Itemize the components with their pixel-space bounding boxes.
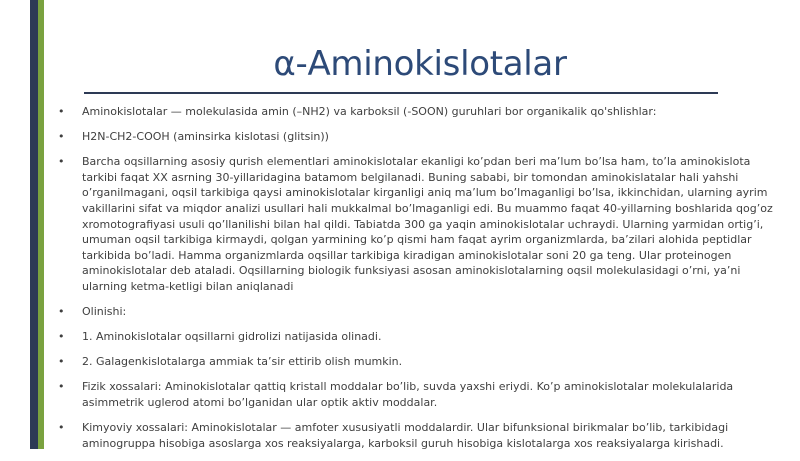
- list-item: [58, 129, 788, 145]
- list-item: [58, 420, 788, 451]
- bullet-icon: •: [58, 305, 65, 319]
- list-item: [58, 154, 788, 294]
- bullet-icon: •: [58, 155, 65, 169]
- item-text: 2. Galagenkislotalarga ammiak ta’sir ettirib olish mumkin.: [82, 355, 403, 369]
- title-underline: [84, 92, 718, 94]
- bullet-icon: •: [58, 355, 65, 369]
- item-text: Fizik xossalari: Aminokislotalar qattiq kristall moddalar bo’lib, suvda yaxshi eriydi. Ko’p aminokislotalar molekulalarida asimmetrik uglerod atomi bo’lganidan ular optik aktiv moddalar.: [82, 380, 734, 409]
- item-text: Barcha oqsillarning asosiy qurish elementlari aminokislotalar ekanligi ko’pdan beri ma’lum bo’lsa ham, to’la aminokislota tarkibi faqat XX asrning 30-yillaridagina batamom belgilanadi. Buning sababi, bir tomondan aminokislatalar hali yahshi o’rganilmagani, oqsil tarkibiga qaysi aminokislotalar kirganligi aniq ma’lum bo’lmaganligi bo’lsa, ikkinchidan, ularning ayrim vakillarini sifat va miqdor analizi usullari hali mukkalmal bo’lmaganligi edi. Bu muammo faqat 40-yillarning boshlarida qog’oz xromotografiyasi usuli qo’llanilishi bilan hal qildi. Tabiatda 300 ga yaqin aminokislotalar uchraydi. Ularning yarmidan ortig’i, umuman oqsil tarkibiga kirmaydi, qolgan yarmining ko’p qismi ham faqat ayrim organizmlarda, ba’zilari alohida peptidlar tarkibida bo’ladi. Hamma organizmlarda oqsillar tarkibiga kiradigan aminokislotalar soni 20 ga teng. Ular proteinogen aminokislotalar deb ataladi. Oqsillarning biologik funksiyasi asosan aminokislotalarning oqsil molekulasidagi o’rni, ya’ni ularning ketma-ketligi bilan aniqlanadi: [82, 155, 773, 293]
- accent-bar-green: [38, 0, 44, 449]
- bullet-icon: •: [58, 380, 65, 394]
- accent-bar-navy: [30, 0, 38, 449]
- bullet-icon: •: [58, 421, 65, 434]
- bullet-icon: •: [58, 130, 65, 144]
- slide-title: α-Aminokislotalar: [273, 44, 567, 84]
- list-item: [58, 104, 788, 120]
- list-item: [58, 329, 788, 345]
- item-text: Olinishi:: [82, 305, 127, 319]
- list-item: [58, 304, 788, 320]
- bullet-icon: •: [58, 105, 65, 118]
- item-text: Kimyoviy xossalari: Aminokislotalar — amfoter xususiyatli moddalardir. Ular bifunksional birikmalar bo’lib, tarkibidagi aminogruppa hisobiga asoslarga xos reaksiyalarga, karboksil guruh hisobiga kislotalarga xos reaksiyalarga kirishadi.: [82, 421, 729, 450]
- bullet-list: [58, 104, 788, 461]
- item-text: H2N-CH2-COOH (aminsirka kislotasi (glitsin)): [82, 130, 329, 144]
- item-text: Aminokislotalar — molekulasida amin (–NH2) va karboksil (-SOON) guruhlari bor organikalik qo'shlishlar:: [82, 105, 657, 118]
- list-item: [58, 379, 788, 410]
- bullet-icon: •: [58, 330, 65, 344]
- list-item: [58, 354, 788, 370]
- item-text: 1. Aminokislotalar oqsillarni gidrolizi natijasida olinadi.: [82, 330, 382, 344]
